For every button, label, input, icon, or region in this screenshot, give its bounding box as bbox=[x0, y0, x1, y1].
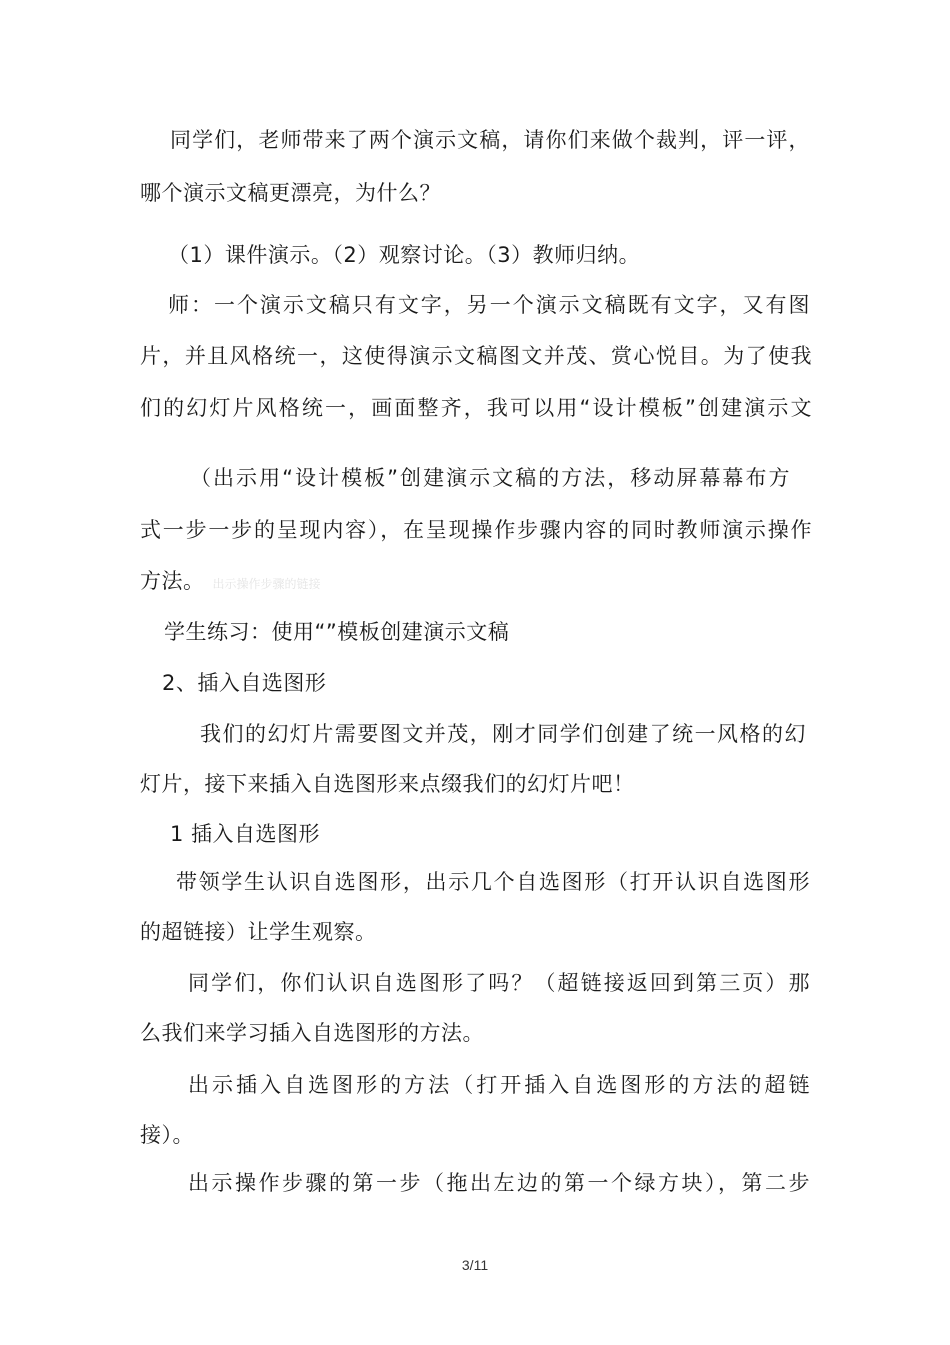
paragraph-line: 同学们，老师带来了两个演示文稿，请你们来做个裁判，评一评， bbox=[170, 128, 810, 152]
paragraph-line: 接）。 bbox=[140, 1123, 194, 1147]
page-number: 3/11 bbox=[461, 1257, 489, 1273]
paragraph-text: 方法。 bbox=[140, 569, 205, 593]
paragraph-line: 们的幻灯片风格统一，画面整齐，我可以用“设计模板”创建演示文 bbox=[140, 396, 812, 420]
paragraph-line: （出示用“设计模板”创建演示文稿的方法，移动屏幕幕布方 bbox=[190, 466, 790, 490]
paragraph-line: 灯片，接下来插入自选图形来点缀我们的幻灯片吧！ bbox=[140, 772, 635, 796]
faint-note: 出示操作步骤的链接 bbox=[212, 577, 321, 591]
paragraph-line bbox=[140, 566, 321, 599]
paragraph-line: 出示操作步骤的第一步（拖出左边的第一个绿方块），第二步 bbox=[188, 1171, 810, 1195]
paragraph-line: 么我们来学习插入自选图形的方法。 bbox=[140, 1021, 484, 1045]
paragraph-line: 我们的幻灯片需要图文并茂，刚才同学们创建了统一风格的幻 bbox=[200, 722, 806, 746]
paragraph-line: 的超链接）让学生观察。 bbox=[140, 920, 377, 944]
paragraph-line: 带领学生认识自选图形，出示几个自选图形（打开认识自选图形 bbox=[176, 870, 810, 894]
paragraph-line: 学生练习：使用“”模板创建演示文稿 bbox=[164, 620, 510, 644]
paragraph-line: 式一步一步的呈现内容），在呈现操作步骤内容的同时教师演示操作 bbox=[140, 518, 812, 542]
section-heading: 2、插入自选图形 bbox=[162, 671, 327, 695]
paragraph-line: 哪个演示文稿更漂亮，为什么？ bbox=[140, 181, 441, 205]
subsection-heading: 1 插入自选图形 bbox=[170, 822, 321, 846]
paragraph-line: 出示插入自选图形的方法（打开插入自选图形的方法的超链 bbox=[188, 1073, 810, 1097]
paragraph-line: 师：一个演示文稿只有文字，另一个演示文稿既有文字，又有图 bbox=[168, 293, 810, 317]
paragraph-line: 同学们，你们认识自选图形了吗？（超链接返回到第三页）那 bbox=[188, 971, 810, 995]
paragraph-line: 片，并且风格统一，这使得演示文稿图文并茂、赏心悦目。为了使我 bbox=[140, 344, 812, 368]
paragraph-line: （1）课件演示。（2）观察讨论。（3）教师归纳。 bbox=[168, 243, 641, 267]
